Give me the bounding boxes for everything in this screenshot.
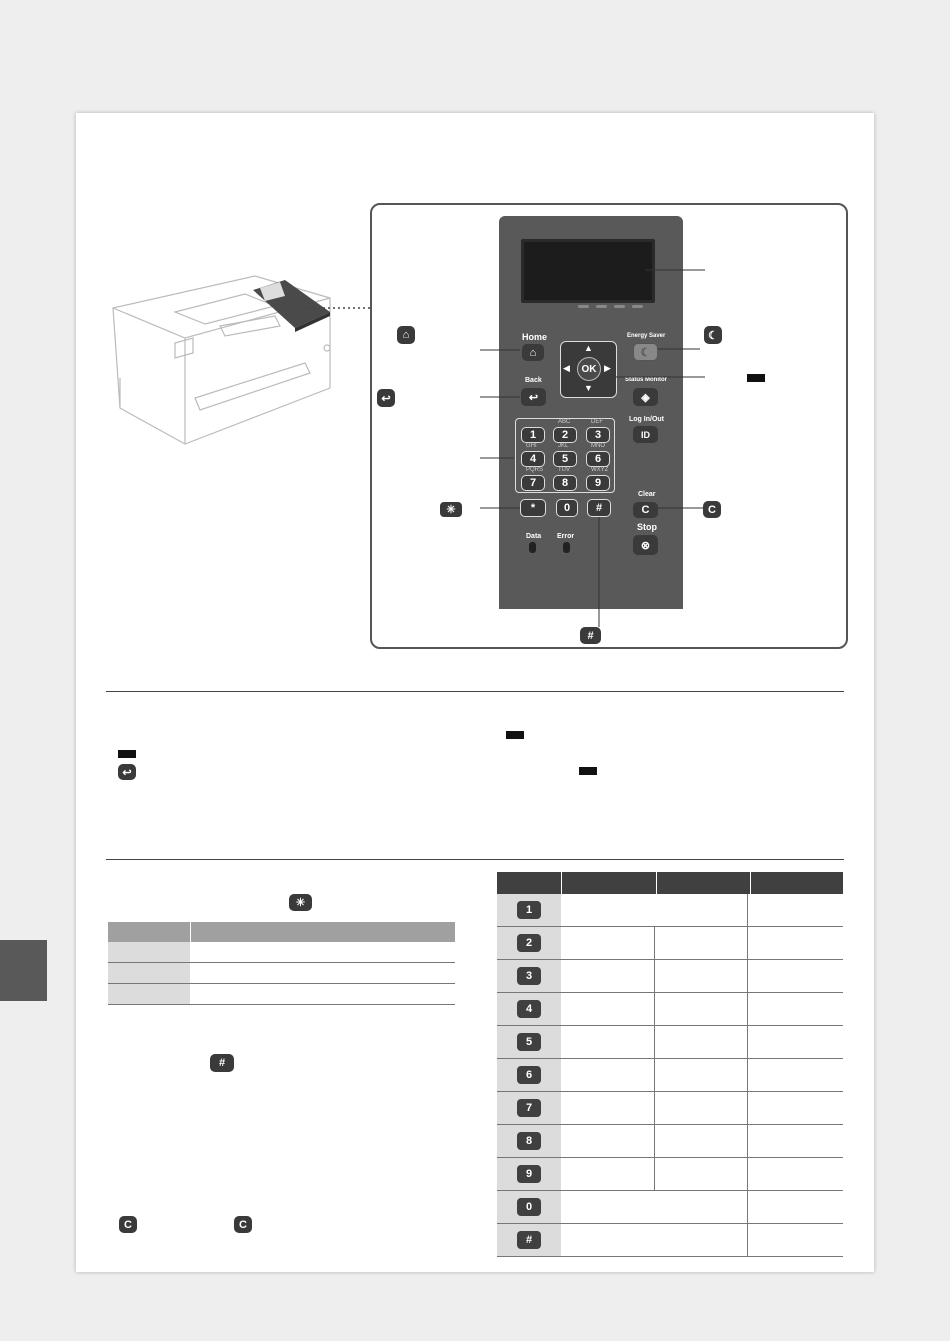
- home-icon: ⌂: [529, 346, 537, 359]
- key-4-letters: GHI: [526, 443, 537, 449]
- key-7-digit: 7: [529, 477, 537, 489]
- table-row: [497, 993, 843, 1026]
- row-key-7: 7: [517, 1099, 541, 1117]
- data-indicator-label: Data: [526, 533, 542, 540]
- key-6-letters: MNO: [591, 443, 605, 449]
- key-6-digit: 6: [594, 453, 602, 465]
- redacted-label-4: [579, 767, 597, 775]
- clear-callout-icon: C: [703, 501, 721, 518]
- clear-key-label: Clear: [638, 491, 656, 498]
- key-9-digit: 9: [594, 477, 602, 489]
- row-key-0: 0: [517, 1198, 541, 1216]
- down-arrow-icon[interactable]: ▼: [584, 383, 593, 393]
- row-key-5: 5: [517, 1033, 541, 1051]
- hash-callout-icon: #: [580, 627, 601, 644]
- status-monitor-label: Status Monitor: [625, 377, 667, 383]
- clear-inline-icon-2: C: [234, 1216, 252, 1233]
- star-inline-icon: ✳: [289, 894, 312, 911]
- error-indicator-label: Error: [557, 533, 575, 540]
- table-row: [497, 927, 843, 960]
- table-row: [497, 960, 843, 993]
- hash-key-symbol: #: [595, 502, 603, 514]
- back-callout-icon: ↩: [377, 389, 395, 407]
- table-row: [497, 1059, 843, 1092]
- energy-saver-label: Energy Saver: [627, 333, 666, 339]
- moon-icon: ☾: [640, 346, 651, 359]
- log-in-out-label: Log In/Out: [629, 416, 664, 423]
- clear-inline-icon-1: C: [119, 1216, 137, 1233]
- row-key-8: 8: [517, 1132, 541, 1150]
- left-arrow-icon[interactable]: ◀: [563, 363, 570, 373]
- row-key-3: 3: [517, 967, 541, 985]
- energy-saver-callout-icon: ☾: [704, 326, 722, 344]
- row-key-1: 1: [517, 901, 541, 919]
- stop-key-label: Stop: [637, 522, 657, 532]
- redacted-label-3: [118, 750, 136, 758]
- table-row: [497, 1092, 843, 1125]
- section-divider-2: [106, 859, 844, 860]
- right-arrow-icon[interactable]: ▶: [604, 363, 611, 373]
- key-5-digit: 5: [561, 453, 569, 465]
- table-row: [497, 1191, 843, 1224]
- status-monitor-icon: ◈: [641, 391, 650, 404]
- row-key-2: 2: [517, 934, 541, 952]
- redacted-label-2: [506, 731, 524, 739]
- key-8-digit: 8: [561, 477, 569, 489]
- key-2-letters: ABC: [558, 419, 571, 425]
- id-icon: ID: [641, 429, 650, 440]
- key-7-letters: PQRS: [526, 467, 544, 473]
- table-row: [497, 1224, 843, 1257]
- section-divider-1: [106, 691, 844, 692]
- key-3-letters: DEF: [591, 419, 603, 425]
- character-table: [497, 872, 843, 1257]
- row-key-hash: #: [517, 1231, 541, 1249]
- hash-inline-icon: #: [210, 1054, 234, 1072]
- table-row: [497, 894, 843, 927]
- up-arrow-icon[interactable]: ▲: [584, 343, 593, 353]
- ok-key[interactable]: OK: [577, 357, 601, 381]
- star-key-symbol: *: [530, 502, 536, 514]
- character-table-header: [497, 872, 843, 894]
- clear-key-letter: C: [641, 504, 650, 516]
- key-8-letters: TUV: [558, 467, 570, 473]
- back-key-label: Back: [525, 377, 542, 384]
- redacted-label-1: [747, 374, 765, 382]
- key-5-letters: JKL: [558, 443, 569, 449]
- table-row: [497, 1026, 843, 1059]
- key-0-digit: 0: [563, 502, 571, 514]
- row-key-6: 6: [517, 1066, 541, 1084]
- table-row: [497, 1125, 843, 1158]
- key-1-digit: 1: [529, 429, 537, 441]
- back-icon: ↩: [528, 391, 539, 404]
- star-callout-icon: ✳: [439, 501, 463, 518]
- chapter-side-tab: [0, 940, 47, 1001]
- key-2-digit: 2: [561, 429, 569, 441]
- key-3-digit: 3: [594, 429, 602, 441]
- input-mode-table: [108, 922, 455, 1005]
- back-inline-icon: ↩: [118, 764, 136, 780]
- key-4-digit: 4: [529, 453, 537, 465]
- home-key-label: Home: [522, 332, 548, 342]
- row-key-9: 9: [517, 1165, 541, 1183]
- row-key-4: 4: [517, 1000, 541, 1018]
- table-row: [497, 1158, 843, 1191]
- key-9-letters: WXYZ: [591, 467, 609, 473]
- stop-icon: ⊗: [640, 539, 651, 552]
- home-callout-icon: ⌂: [397, 326, 415, 344]
